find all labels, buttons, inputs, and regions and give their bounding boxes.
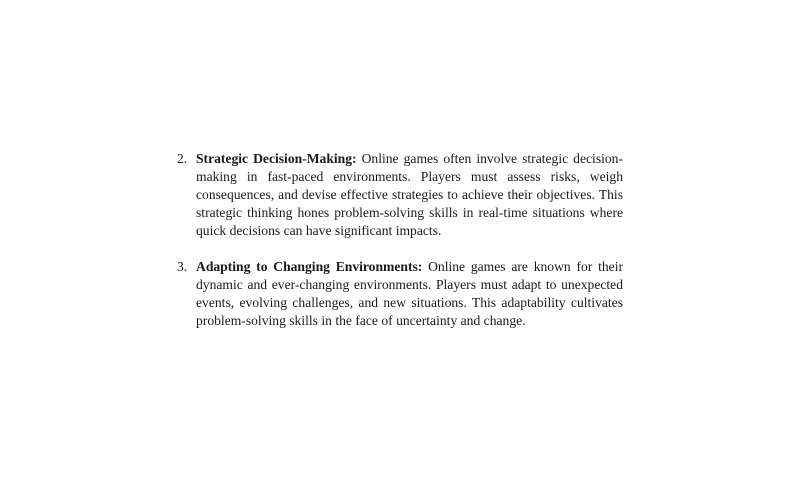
- list-item-adapting-environments: [177, 258, 623, 330]
- list-item-heading: Strategic Decision-Making:: [196, 151, 362, 166]
- list-item-heading: Adapting to Changing Environments:: [196, 259, 429, 274]
- list-item-body: Online games are known for their dynamic and ever-changing environments. Players must adapt to unexpected events, evolving challenges, and new situations. This adaptability cultivates problem-solving skills in the face of uncertainty and change.: [196, 259, 624, 328]
- list-item-number: 3.: [177, 259, 188, 274]
- numbered-list: [177, 150, 623, 348]
- list-item-number: 2.: [177, 151, 188, 166]
- list-item-strategic-decision-making: [177, 150, 623, 240]
- list-item-body: Online games often involve strategic decision-making in fast-paced environments. Players must assess risks, weigh consequences, and devise effective strategies to achieve their objectives. This strategic thinking hones problem-solving skills in real-time situations where quick decisions can have significant impacts.: [196, 151, 624, 238]
